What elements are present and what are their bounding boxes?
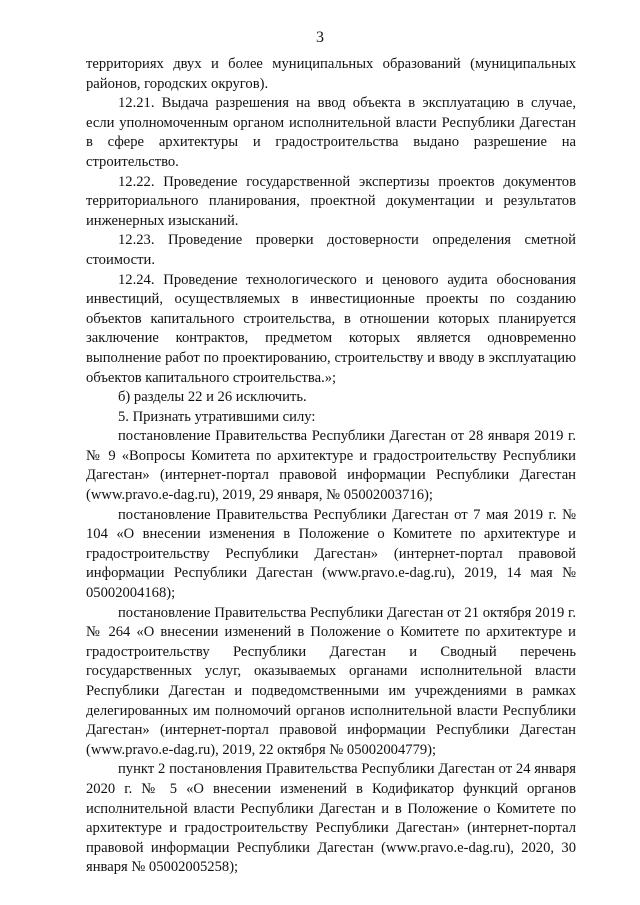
- paragraph-decree-5: пункт 2 постановления Правительства Республики Дагестан от 24 января 2020 г. № 5 «О внесении изменений в Кодификатор функций органов исполнительной власти Республики Дагестан и в Положение о Комитете по архитектуре и градостроительству Республики Дагестан» (интернет-портал правовой информации Республики Дагестан (www.pravo.e-dag.ru), 2020, 30 января № 05002005258);: [86, 761, 576, 876]
- paragraph-decree-9: постановление Правительства Республики Дагестан от 28 января 2019 г. № 9 «Вопросы Комитета по архитектуре и градостроительству Республики Дагестан» (интернет-портал правовой информации Республики Дагестан (www.pravo.e-dag.ru), 2019, 29 января, № 05002003716);: [86, 428, 576, 504]
- page-number: 3: [316, 29, 324, 46]
- document-body: [86, 55, 576, 878]
- paragraph-b-sections: б) разделы 22 и 26 исключить.: [118, 389, 307, 406]
- paragraph-continuation: территориях двух и более муниципальных образований (муниципальных районов, городских округов).: [86, 56, 576, 92]
- paragraph-12-23: 12.23. Проведение проверки достоверности определения сметной стоимости.: [86, 232, 576, 268]
- paragraph-12-22: 12.22. Проведение государственной экспертизы проектов документов территориального планирования, проектной документации и результатов инженерных изысканий.: [86, 173, 576, 229]
- paragraph-12-21: 12.21. Выдача разрешения на ввод объекта в эксплуатацию в случае, если уполномоченным органом исполнительной власти Республики Дагестан в сфере архитектуры и градостроительства выдано разрешение на строительство.: [86, 95, 576, 170]
- paragraph-decree-264: постановление Правительства Республики Дагестан от 21 октября 2019 г. № 264 «О внесении изменений в Положение о Комитете по архитектуре и градостроительству Республики Дагестан и Сводный перечень государственных услуг, оказываемых органами исполнительной власти Республики Дагестан и подведомственными им учреждениями в рамках делегированных им полномочий органов исполнительной власти Республики Дагестан» (интернет-портал правовой информации Республики Дагестан (www.pravo.e-dag.ru), 2019, 22 октября № 05002004779);: [86, 604, 576, 758]
- paragraph-decree-104: постановление Правительства Республики Дагестан от 7 мая 2019 г. № 104 «О внесении изменения в Положение о Комитете по архитектуре и градостроительству Республики Дагестан» (интернет-портал правовой информации Республики Дагестан (www.pravo.e-dag.ru), 2019, 14 мая № 05002004168);: [86, 506, 576, 602]
- paragraph-12-24: 12.24. Проведение технологического и ценового аудита обоснования инвестиций, осуществляемых в инвестиционные проекты по созданию объектов капитального строительства, в отношении которых планируется заключение контрактов, предметом которых является одновременно выполнение работ по проектированию, строительству и вводу в эксплуатацию объектов капитального строительства.»;: [86, 271, 576, 386]
- paragraph-item-5: 5. Признать утратившими силу:: [118, 408, 316, 425]
